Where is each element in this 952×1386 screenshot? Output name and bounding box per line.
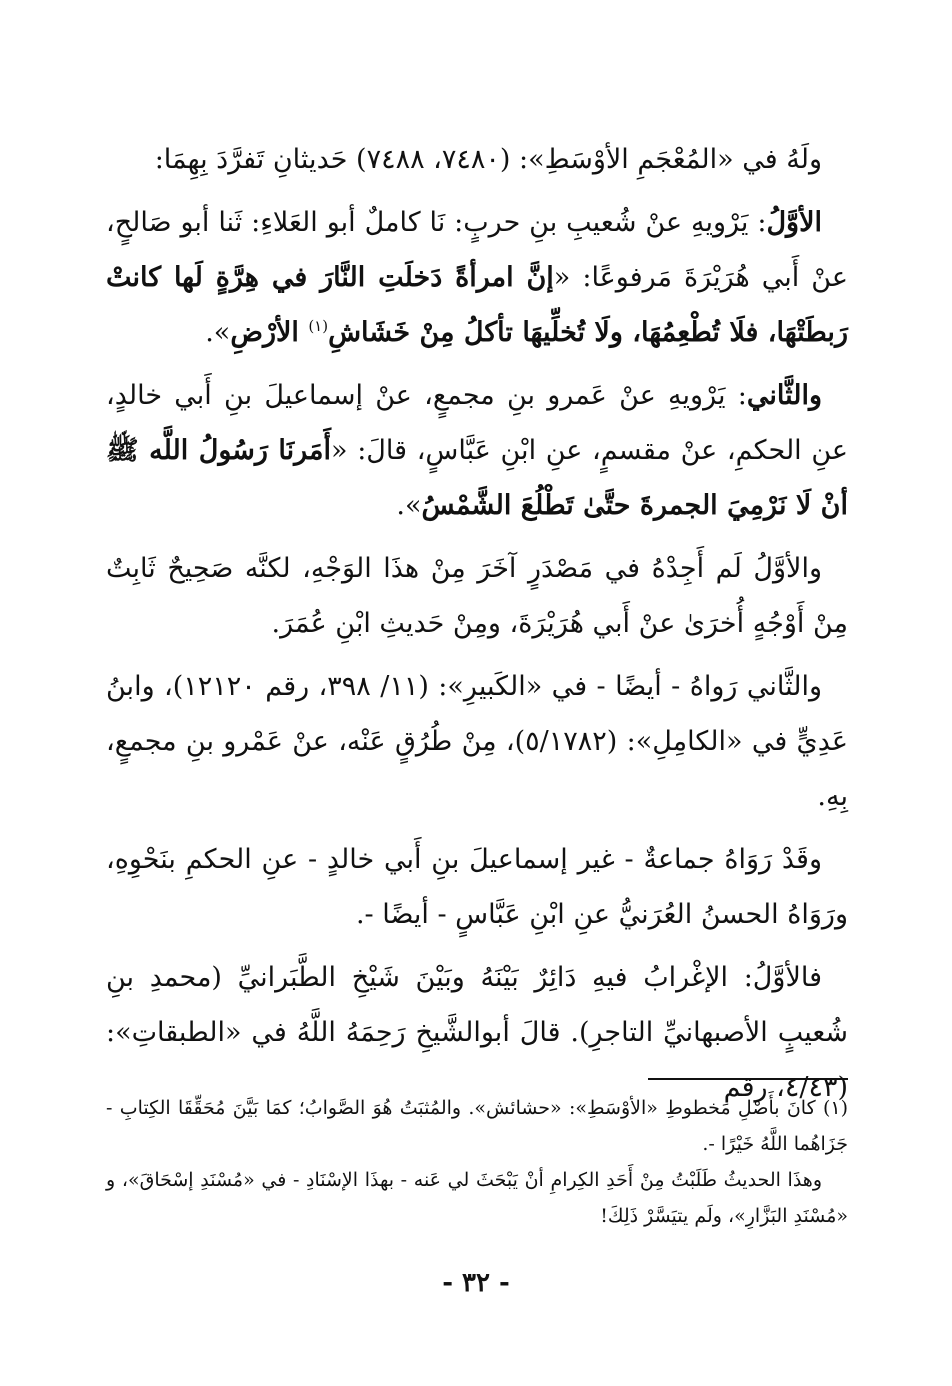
footnote-separator: [648, 1078, 848, 1080]
bold-text: والثَّاني: [746, 380, 822, 411]
paragraph-p1: [106, 132, 848, 187]
paragraph-p4: [106, 541, 848, 651]
bold-text: الأوَّلُ: [766, 207, 822, 238]
footnote-fn1: (١) كانَ بأَصْلِ مَخطوطِ «الأوْسَطِ»: «حشائش». والمُثبَتُ هُوَ الصَّوابُ؛ كمَا بَيَّنَ مُحَقِّقَا الكِتابِ - جَزَاهُما اللَّهُ خَيْرًا -.: [106, 1097, 848, 1155]
paragraph-p3: [106, 368, 848, 533]
text-run: ولَهُ في «المُعْجَمِ الأوْسَطِ»: (٧٤٨٠، ٧٤٨٨) حَديثانِ تَفرَّدَ بِهِمَا:: [154, 144, 822, 175]
paragraph-p6: [106, 832, 848, 942]
page-number: - ٣٢ -: [442, 1268, 510, 1298]
text-run: ».: [205, 317, 231, 348]
bold-text: إنَّ امرأةً دَخلَتِ النَّارَ في هِرَّةٍ لَها كانتْ رَبطَتْهَا، فلَا تُطْعِمُهَا، ولَا تُخلِّيهَا تأكلُ مِنْ خَشَاشِ: [106, 262, 848, 348]
paragraph-p2: [106, 195, 848, 360]
text-run: وقَدْ رَوَاهُ جماعةٌ - غير إسماعيلَ بنِ أَبي خالدٍ - عنِ الحكمِ بنَحْوِهِ، ورَوَاهُ الحسنُ العُرَنيُّ عنِ ابْنِ عَبَّاسٍ - أيضًا -.: [106, 844, 848, 930]
text-run: والأوَّلُ لَم أَجِدْهُ في مَصْدَرٍ آخَرَ مِنْ هذَا الوَجْهِ، لكنَّه صَحِيحٌ ثَابِتٌ مِنْ أَوْجُهٍ أُخرَىٰ عنْ أَبي هُرَيْرَةَ، ومِنْ حَديثِ ابْنِ عُمَرَ.: [106, 553, 848, 639]
paragraph-p5: [106, 659, 848, 824]
text-run: والثَّاني رَواهُ - أيضًا - في «الكَبيرِ»: (١١/ ٣٩٨، رقم ١٢١٢٠)، وابنُ عَدِيٍّ في «الكامِلِ»: (٥/١٧٨٢)، مِنْ طُرُقٍ عَنْه، عنْ عَمْرو بنِ مجمعٍ، بِهِ.: [106, 671, 848, 812]
text-run: ».: [396, 490, 422, 521]
text-run: فالأوَّلُ: الإغْرابُ فيهِ دَائِرٌ بَيْنَهُ وبَيْنَ شَيْخِ الطَّبَرانيِّ (محمدِ بنِ شُعيبٍ الأصبهانيِّ التاجرِ). قالَ أبوالشَّيخِ رَحِمَهُ اللَّهُ في «الطبقاتِ»: (٤/٤٣، رقم: [106, 962, 848, 1103]
footnote-marker[interactable]: (١): [308, 317, 329, 335]
footnotes: [106, 1090, 848, 1234]
text-run: : يَرْويهِ عنْ شُعيبِ بنِ حربٍ: نَا كاملٌ أبو العَلاءِ: ثَنا أبو صَالحٍ، عنْ أَبي هُرَيْرَةَ مَرفوعًا: «: [106, 207, 848, 293]
bold-text: الأرْضِ: [230, 317, 309, 348]
main-text: [106, 132, 848, 1123]
bold-text: أَمَرنَا رَسُولُ اللَّه ﷺ أنْ لَا نَرْمِيَ الجمرةَ حتَّىٰ تَطْلُعَ الشَّمْسُ: [106, 435, 848, 521]
text-run: : يَرْويهِ عنْ عَمرو بنِ مجمعٍ، عنْ إسماعيلَ بنِ أَبي خالدٍ، عنِ الحكمِ، عنْ مقسمٍ، عنِ ابْنِ عَبَّاسٍ، قالَ: «: [106, 380, 848, 466]
footnote-fn1b: وهذَا الحديثُ طَلَبْتُ مِنْ أَحَدِ الكِرامِ أنْ يَبْحَثَ لي عَنه - بهذَا الإسْنَادِ - في «مُسْنَدِ إسْحَاقَ»، و «مُسْنَدِ البَزَّارِ»، ولَم يتيَسَّرْ ذَلِكَ!: [106, 1169, 848, 1227]
